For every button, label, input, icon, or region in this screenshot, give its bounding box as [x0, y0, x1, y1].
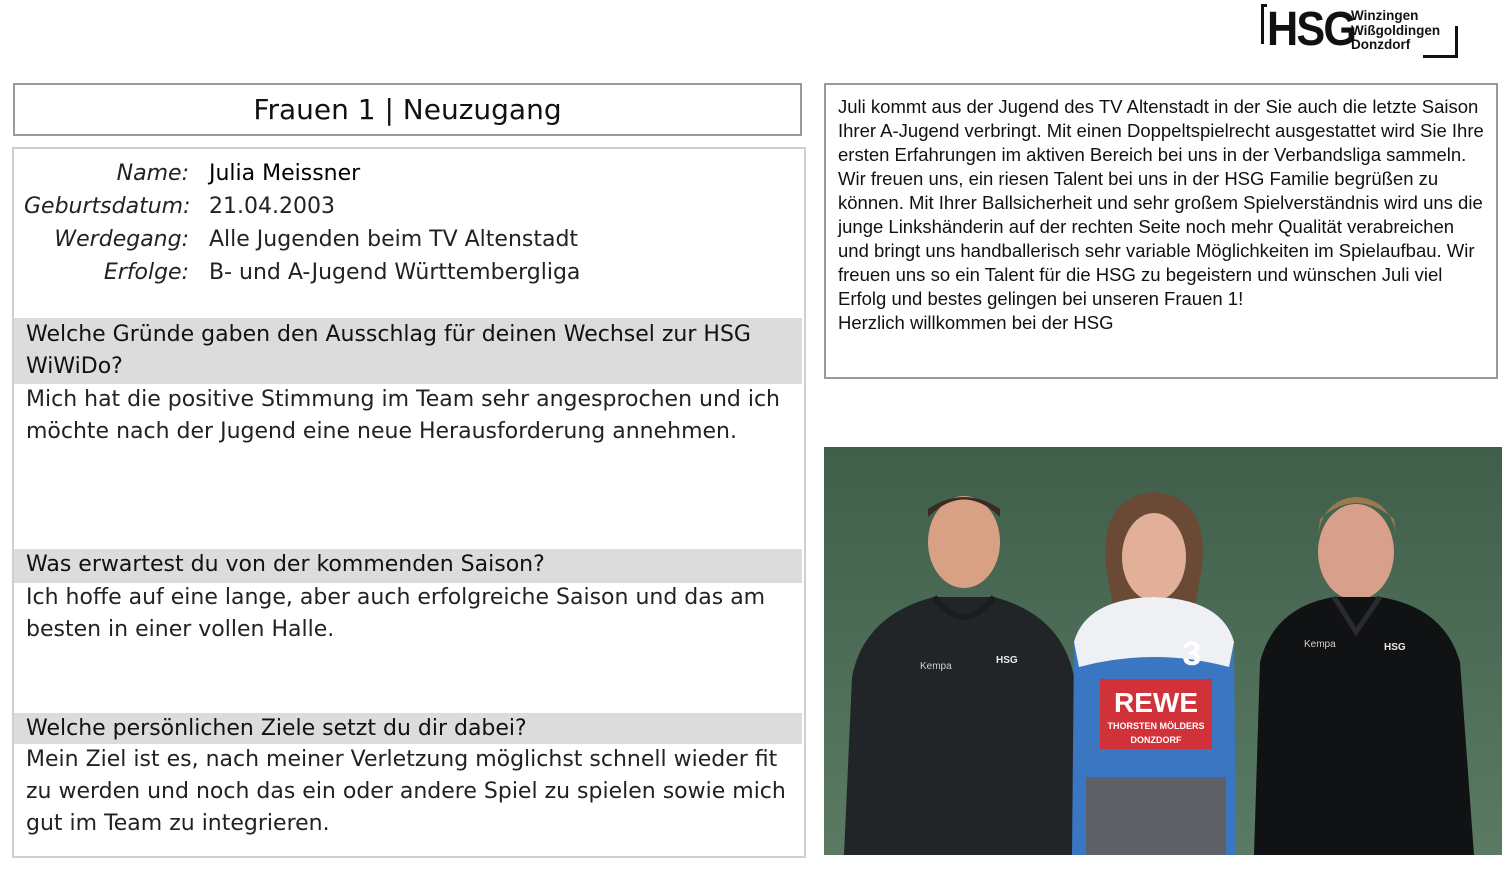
- name-label: Name:: [116, 161, 189, 186]
- profile-row-birthdate: [24, 190, 580, 223]
- birthdate-label: Geburtsdatum:: [24, 194, 191, 219]
- club-logo: [1261, 4, 1461, 60]
- logo-bracket: [1423, 55, 1458, 58]
- success-label: Erfolge:: [103, 260, 189, 285]
- profile-row-success: [24, 256, 580, 289]
- logo-bracket: [1455, 26, 1458, 58]
- jersey-sponsor-line2: DONZDORF: [1130, 735, 1182, 745]
- answer-3: Mein Ziel ist es, nach meiner Verletzung möglichst schnell wieder fit zu werden und noch das ein oder andere Spiel zu spielen sowie mich gut im Team zu integrieren.: [26, 747, 786, 836]
- logo-abbreviation: HSG: [1267, 3, 1356, 56]
- birthdate-value: 21.04.2003: [209, 194, 335, 219]
- answer-1: Mich hat die positive Stimmung im Team sehr angesprochen und ich möchte nach der Jugend eine neue Herausforderung annehmen.: [26, 387, 781, 444]
- career-label: Werdegang:: [54, 227, 189, 252]
- jersey-number: 3: [1182, 635, 1202, 673]
- team-photo-illustration: [824, 447, 1502, 855]
- career-value: Alle Jugenden beim TV Altenstadt: [209, 227, 579, 252]
- profile-panel: [12, 147, 806, 858]
- logo-line-winzingen: Winzingen: [1351, 8, 1419, 23]
- page-title-box: [13, 83, 802, 136]
- left-shirt-logo: HSG: [996, 655, 1018, 666]
- jersey-sponsor-line1: THORSTEN MÖLDERS: [1107, 721, 1205, 731]
- question-2: Was erwartest du von der kommenden Saison?: [14, 549, 802, 583]
- intro-text-box: [824, 83, 1498, 379]
- page-title: Frauen 1 | Neuzugang: [253, 93, 562, 126]
- question-1: Welche Gründe gaben den Ausschlag für deinen Wechsel zur HSG WiWiDo?: [14, 318, 802, 384]
- question-3: Welche persönlichen Ziele setzt du dir dabei?: [14, 713, 802, 744]
- left-shirt-brand: Kempa: [920, 661, 952, 672]
- right-shirt-logo: HSG: [1384, 642, 1406, 653]
- intro-closing: Herzlich willkommen bei der HSG: [838, 312, 1114, 333]
- profile-info: [24, 157, 580, 289]
- answer-2: Ich hoffe auf eine lange, aber auch erfolgreiche Saison und das am besten in einer vollen Halle.: [26, 585, 766, 642]
- success-value: B- und A-Jugend Württembergliga: [209, 260, 581, 285]
- logo-line-wissgoldingen: Wißgoldingen: [1351, 22, 1441, 38]
- profile-row-name: [24, 157, 580, 190]
- jersey-sponsor: REWE: [1114, 687, 1198, 718]
- logo-bracket: [1261, 4, 1264, 44]
- logo-line-donzdorf: Donzdorf: [1351, 37, 1411, 52]
- profile-row-career: [24, 223, 580, 256]
- team-photo: [824, 447, 1502, 855]
- intro-paragraph: Juli kommt aus der Jugend des TV Altenstadt in der Sie auch die letzte Saison Ihrer A-Jugend verbringt. Mit einen Doppeltspielrecht ausgestattet wird Sie Ihre ersten Erfahrungen im aktiven Bereich bei uns in der Verbandsliga sammeln. Wir freuen uns, ein riesen Talent bei uns in der HSG Familie begrüßen zu können. Mit Ihrer Ballsicherheit und sehr großem Spielverständnis wird uns die junge Linkshänderin auf der rechten Seite noch mehr Qualität verabreichen und bringt uns handballerisch sehr variable Möglichkeiten im Spielaufbau. Wir freuen uns so ein Talent für die HSG zu begeistern und wünschen Juli viel Erfolg und bestes gelingen bei unseren Frauen 1!: [838, 96, 1484, 309]
- right-shirt-brand: Kempa: [1304, 639, 1336, 650]
- logo-location-names: [1351, 9, 1440, 53]
- name-value: Julia Meissner: [209, 161, 361, 186]
